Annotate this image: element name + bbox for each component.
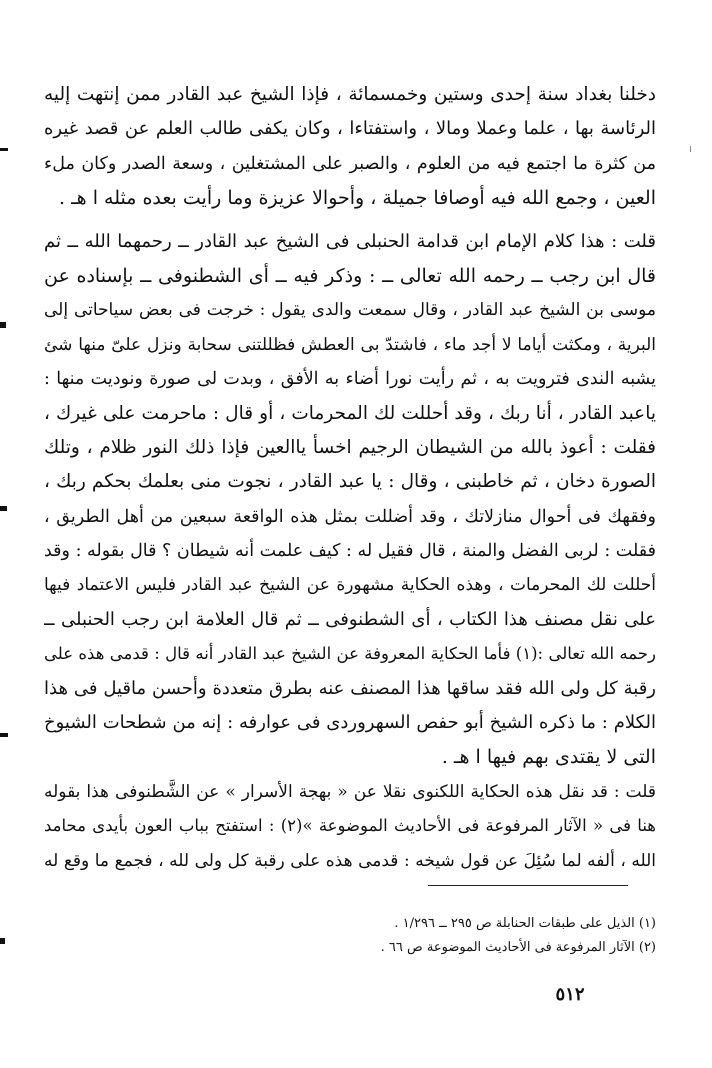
paragraph-1 <box>44 78 656 216</box>
text-line: على نقل مصنف هذا الكتاب ، أى الشطنوفى ــ ثم قال العلامة ابن رجب الحنبلى ــ <box>44 608 656 630</box>
page-number: ٥١٢ <box>555 984 585 1005</box>
text-line: رحمه الله تعالى :(١) فأما الحكاية المعروفة عن الشيخ عبد القادر أنه قال : قدمى هذه على <box>44 644 656 664</box>
text-line: فقلت : لربى الفضل والمنة ، قال فقيل له : كيف علمت أنه شيطان ؟ قال بقوله : وقد <box>44 541 656 562</box>
paragraph-3 <box>44 775 656 878</box>
text-line: قلت : قد نقل هذه الحكاية اللكنوى نقلا عن « بهجة الأسرار » عن الشَّطنوفى هذا بقوله <box>44 781 656 802</box>
text-line: العين ، وجمع الله فيه أوصافا جميلة ، وأحوالا عزيزة وما رأيت بعده مثله ا هـ . <box>59 187 656 210</box>
scan-edge-mark <box>0 148 8 151</box>
scan-edge-mark <box>0 506 7 511</box>
text-line: الصورة دخان ، ثم خاطبنى ، وقال : يا عبد القادر ، نجوت منى بعلمك بحكم ربك ، <box>44 471 656 493</box>
text-line: قال ابن رجب ــ رحمه الله تعالى ــ : وذكر فيه ــ أى الشطنوفى ــ بإسناده عن <box>44 264 656 287</box>
text-line: البرية ، ومكثت أياما لا أجد ماء ، فاشتدّ بى العطش فظللتنى سحابة ونزل علىّ منها شئ <box>44 334 656 355</box>
text-line: هنا فى « الآثار المرفوعة فى الأحاديث الموضوعة »(٢) : استفتح بباب العون بأيدى محامد <box>44 816 656 836</box>
footnote-separator <box>428 885 628 886</box>
text-line: رقبة كل ولى الله فقد ساقها هذا المصنف عنه بطرق متعددة وأحسن ماقيل فى هذا <box>44 677 656 699</box>
text-line: الرئاسة بها ، علما وعملا ومالا ، واستفتاءا ، وكان يكفى طالب العلم عن قصد غيره <box>44 118 656 140</box>
text-line: من كثرة ما اجتمع فيه من العلوم ، والصبر على المشتغلين ، وسعة الصدر وكان ملء <box>44 153 656 174</box>
footnotes <box>300 912 656 960</box>
text-line: التى لا يقتدى بهم فيها ا هـ . <box>441 746 656 769</box>
footnote-2: (٢) الآثار المرفوعة فى الأحاديث الموضوعة ص ٦٦ . <box>380 940 656 955</box>
text-line: موسى بن الشيخ عبد القادر ، وقال سمعت والدى يقول : خرجت فى بعض سياحاتى إلى <box>44 300 656 321</box>
text-line: الله ، ألفه لما سُئِلَ عن قول شيخه : قدمى هذه على رقبة كل ولى لله ، فجمع ما وقع له <box>44 850 656 871</box>
footnote-1: (١) الذيل على طبقات الحنابلة ص ٢٩٥ ــ ١/٢٩٦ . <box>394 916 656 931</box>
text-line: يشبه الندى فترويت به ، ثم رأيت نورا أضاء به الأفق ، وبدت لى صورة ونوديت منها : <box>44 369 656 390</box>
scan-edge-mark <box>0 938 5 944</box>
text-line: ياعبد القادر ، أنا ربك ، وقد أحللت لك المحرمات ، أو قال : ماحرمت على غيرك ، <box>44 402 656 424</box>
paragraph-2 <box>44 225 656 775</box>
text-line: وفقهك فى أحوال منازلاتك ، وقد أضللت بمثل هذه الواقعة سبعين من أهل الطريق ، <box>44 506 656 527</box>
text-line: دخلنا بغداد سنة إحدى وستين وخمسمائة ، فإذا الشيخ عبد القادر ممن إنتهت إليه <box>44 84 656 105</box>
text-line: قلت : هذا كلام الإمام ابن قدامة الحنبلى فى الشيخ عبد القادر ــ رحمهما الله ــ ثم <box>44 230 656 252</box>
scan-edge-mark <box>0 322 6 328</box>
text-line: فقلت : أعوذ بالله من الشيطان الرجيم اخسأ ياالعين فإذا ذلك النور ظلام ، وتلك <box>44 436 656 458</box>
main-text <box>44 78 656 878</box>
text-line: الكلام : ما ذكره الشيخ أبو حفص السهروردى فى عوارفه : إنه من شطحات الشيوخ <box>44 712 656 734</box>
scan-speck <box>690 146 691 152</box>
text-line: أحللت لك المحرمات ، وهذه الحكاية مشهورة عن الشيخ عبد القادر فليس الاعتماد فيها <box>44 575 656 596</box>
scan-edge-mark <box>0 733 8 737</box>
